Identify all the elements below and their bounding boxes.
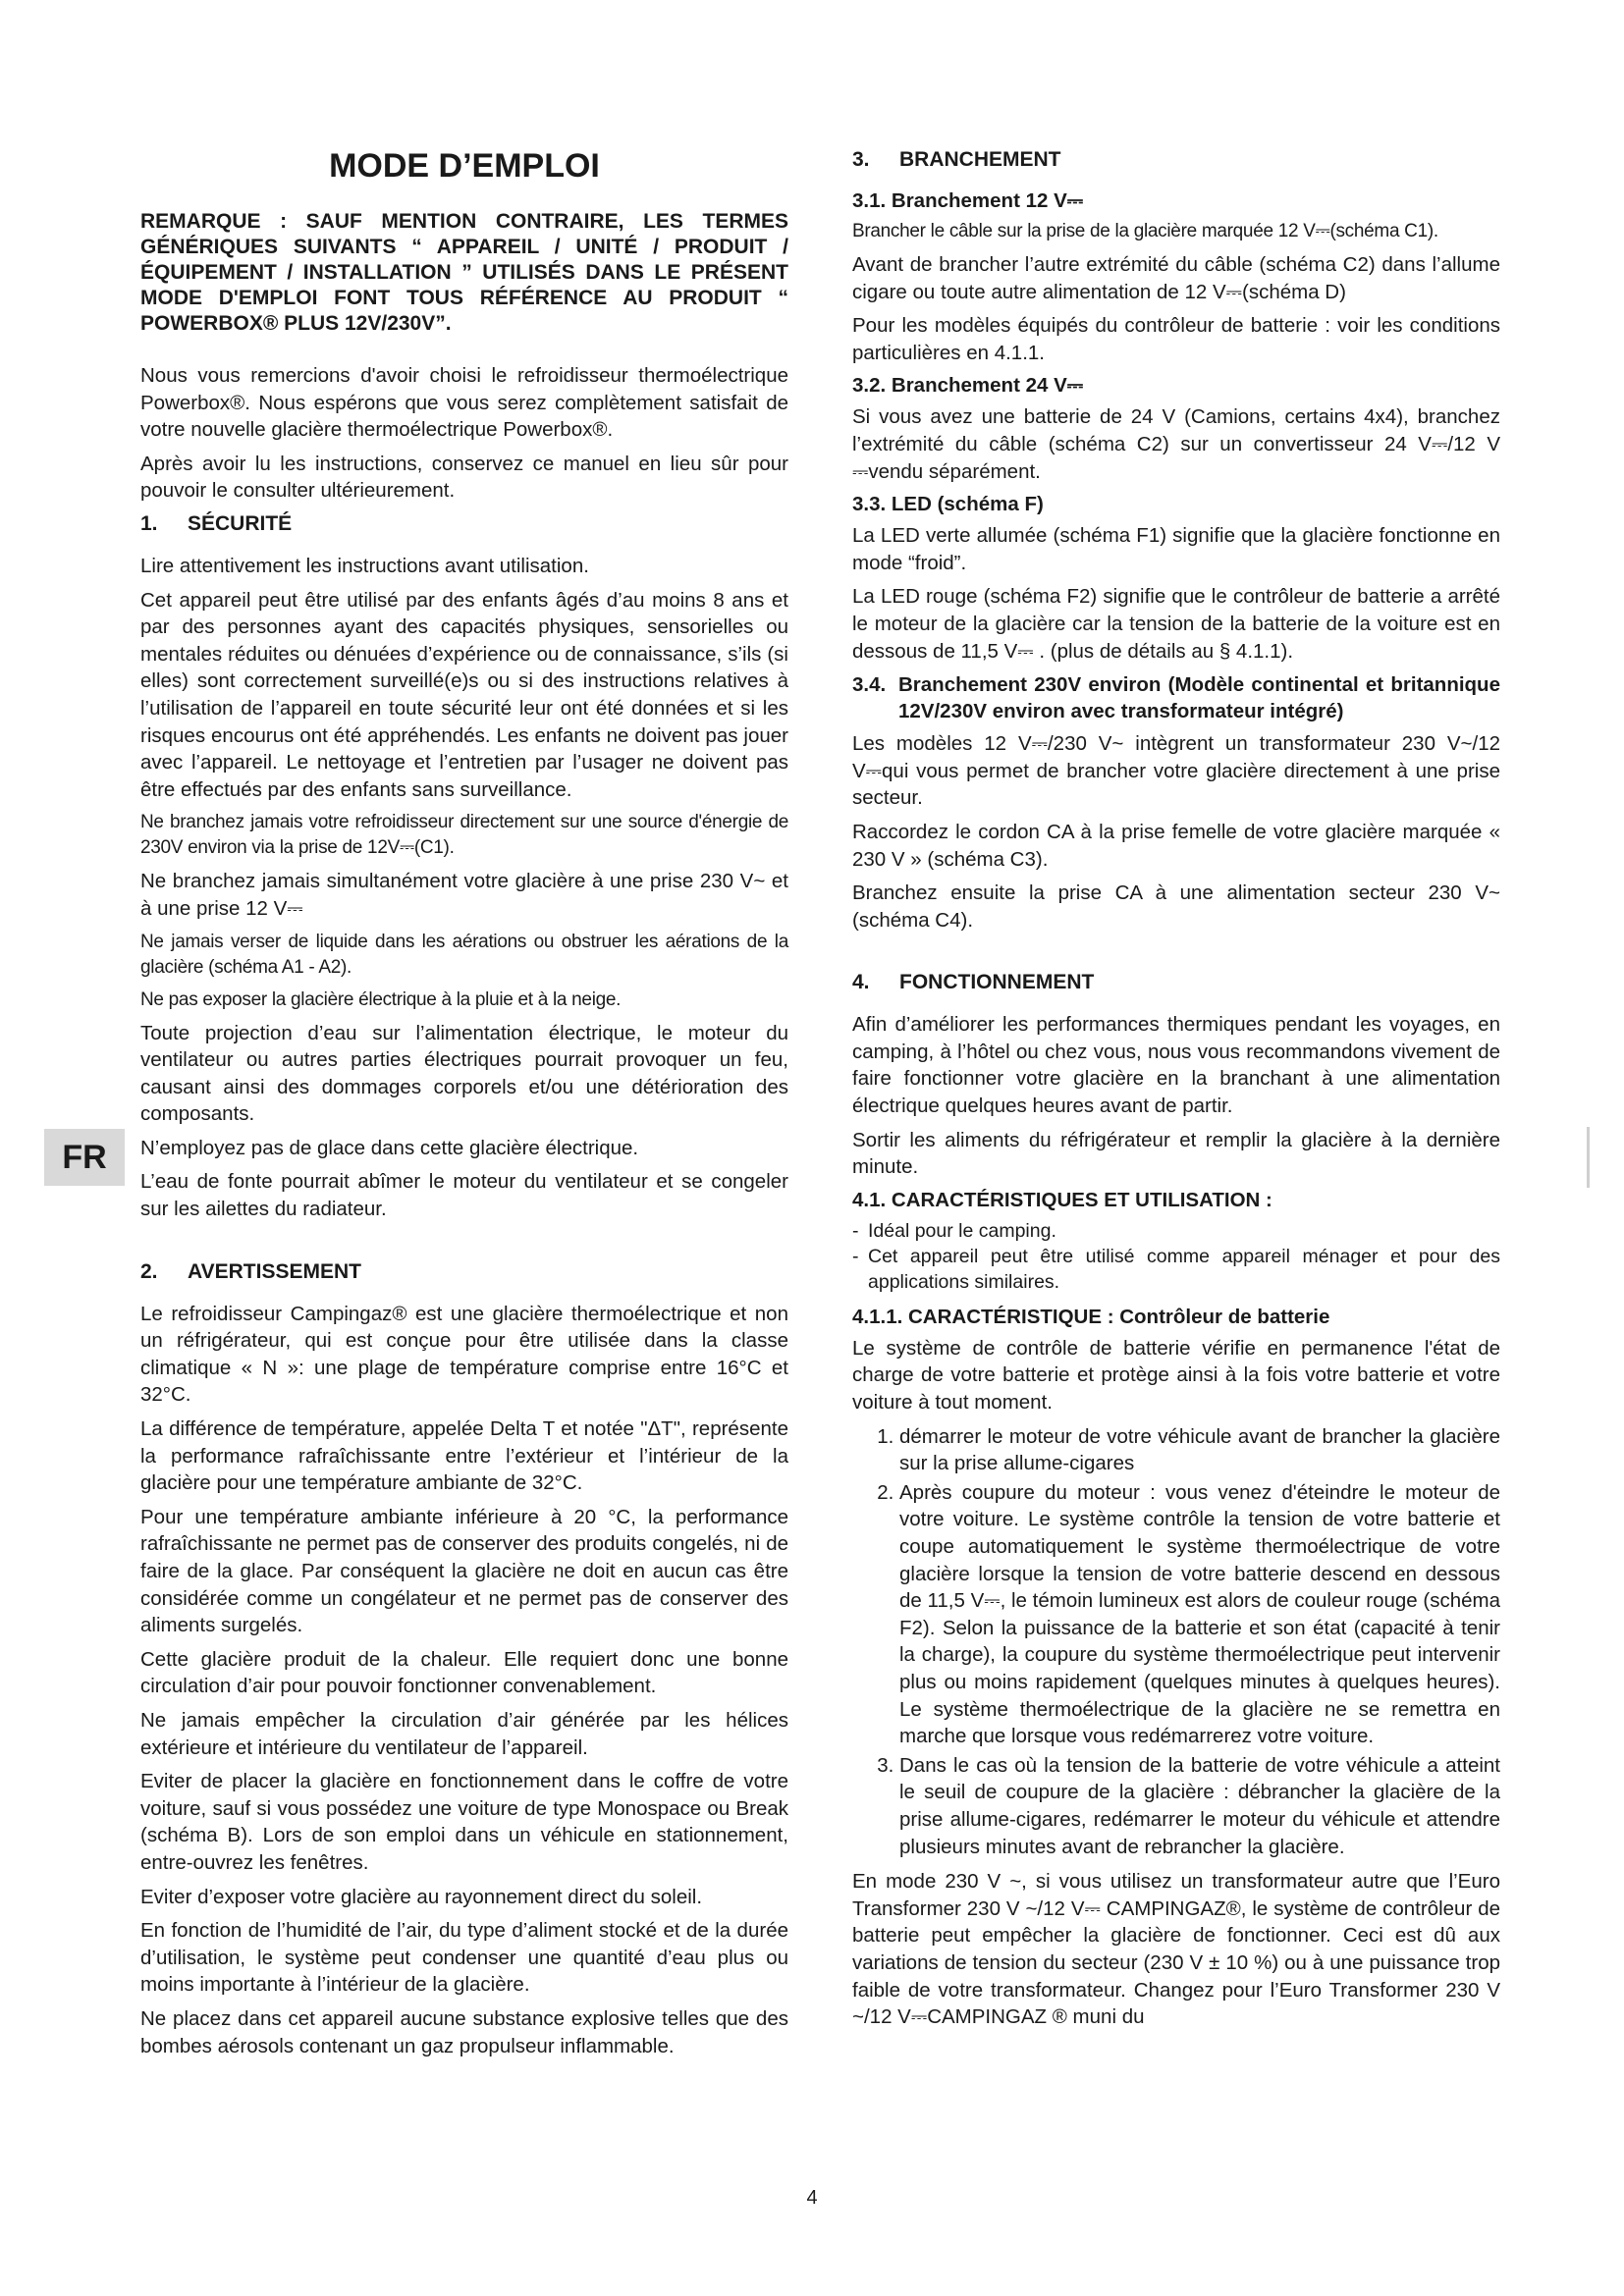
page-edge-mark [1587, 1127, 1590, 1188]
list-item: - Idéal pour le camping. [852, 1218, 1500, 1244]
paragraph: Les modèles 12 V⎓/230 V~ intègrent un transformateur 230 V~/12 V⎓qui vous permet de brancher votre glacière directement à une prise secteur. [852, 732, 1500, 810]
list-item: 1. démarrer le moteur de votre véhicule avant de brancher la glacière sur la prise allume-cigares [899, 1423, 1500, 1477]
paragraph: Branchez ensuite la prise CA à une alimentation secteur 230 V~ (schéma C4). [852, 881, 1500, 932]
subsection-heading: 4.1. CARACTÉRISTIQUES ET UTILISATION : [852, 1188, 1272, 1211]
subsection-title: Branchement 230V environ (Modèle continental et britannique 12V/230V environ avec transformateur intégré) [898, 673, 1500, 723]
paragraph: Cette glacière produit de la chaleur. Elle requiert donc une bonne circulation d’air pour pouvoir fonctionner convenablement. [140, 1647, 788, 1698]
paragraph: Ne jamais empêcher la circulation d’air générée par les hélices extérieure et intérieure du ventilateur de l’appareil. [140, 1708, 788, 1759]
intro-paragraph: Nous vous remercions d'avoir choisi le refroidisseur thermoélectrique Powerbox®. Nous espérons que vous serez complètement satisfait de votre nouvelle glacière thermoélectrique Powerbox®. [140, 364, 788, 442]
paragraph: Lire attentivement les instructions avant utilisation. [140, 554, 589, 577]
subsection-heading: 4.1.1. CARACTÉRISTIQUE : Contrôleur de batterie [852, 1305, 1330, 1328]
paragraph: La LED verte allumée (schéma F1) signifie que la glacière fonctionne en mode “froid”. [852, 524, 1500, 574]
page-title: MODE D’EMPLOI [329, 147, 600, 185]
paragraph: Eviter de placer la glacière en fonctionnement dans le coffre de votre voiture, sauf si vous possédez une voiture de type Monospace ou Break (schéma B). Lors de son emploi dans un véhicule en stationnement, entre-ouvrez les fenêtres. [140, 1770, 788, 1874]
paragraph: Pour les modèles équipés du contrôleur de batterie : voir les conditions particulières en 4.1.1. [852, 314, 1500, 364]
subsection-heading: 3.2. Branchement 24 V⎓ [852, 374, 1084, 398]
section-heading-fonctionnement [852, 970, 1500, 995]
paragraph: Si vous avez une batterie de 24 V (Camions, certains 4x4), branchez l’extrémité du câble (schéma C2) sur un convertisseur 24 V⎓/12 V ⎓vendu séparément. [852, 405, 1500, 483]
section-title: FONCTIONNEMENT [899, 971, 1095, 994]
section-number: 2. [140, 1259, 158, 1283]
paragraph: Le système de contrôle de batterie vérifie en permanence l'état de charge de votre batterie et protège ainsi à la fois votre batterie et votre voiture à tout moment. [852, 1336, 1500, 1415]
right-column [852, 147, 1500, 2038]
paragraph: Cet appareil peut être utilisé par des enfants âgés d’au moins 8 ans et par des personnes ayant des capacités physiques, sensorielles ou mentales réduites ou dénuées d’expérience ou de connaissance, s’ils (si elles) sont correctement surveillé(e)s ou si des instructions relatives à l’utilisation de l’appareil en toute sécurité leur ont été données et si les risques encourus ont été appréhendés. Les enfants ne doivent pas jouer avec l’appareil. Le nettoyage et l’entretien par l’usager ne doivent pas être effectués par des enfants sans surveillance. [140, 588, 788, 801]
list-item: 3. Dans le cas où la tension de la batterie de votre véhicule a atteint le seuil de coupure de la glacière : débrancher la glacière de la prise allume-cigares, redémarrer le moteur du véhicule et attendre plusieurs minutes avant de rebrancher la glacière. [899, 1752, 1500, 1860]
paragraph: Ne placez dans cet appareil aucune substance explosive telles que des bombes aérosols contenant un gaz propulseur inflammable. [140, 2006, 788, 2057]
paragraph: En mode 230 V ~, si vous utilisez un transformateur autre que l’Euro Transformer 230 V ~/12 V⎓ CAMPINGAZ®, le système de contrôleur de batterie peut empêcher la glacière de fonctionner. Ceci est dû aux variations de tension du secteur (230 V ± 10 %) ou à une puissance trop faible de votre transformateur. Changez pour l’Euro Transformer 230 V ~/12 V⎓CAMPINGAZ ® muni du [852, 1870, 1500, 2029]
remark-note: REMARQUE : SAUF MENTION CONTRAIRE, LES TERMES GÉNÉRIQUES SUIVANTS “ APPAREIL / UNITÉ / PRODUIT / ÉQUIPEMENT / INSTALLATION ” UTILISÉS DANS LE PRÉSENT MODE D'EMPLOI FONT TOUS RÉFÉRENCE AU PRODUIT “ POWERBOX® PLUS 12V/230V”. [140, 210, 788, 335]
subsection-number: 3.4. [852, 673, 887, 697]
steps-list [852, 1423, 1500, 1861]
paragraph: Sortir les aliments du réfrigérateur et remplir la glacière à la dernière minute. [852, 1128, 1500, 1179]
section-number: 3. [852, 148, 870, 171]
section-number: 4. [852, 971, 870, 994]
paragraph: Ne jamais verser de liquide dans les aérations ou obstruer les aérations de la glacière (schéma A1 - A2). [140, 931, 788, 978]
section-heading-branchement [852, 147, 1500, 173]
list-item: - Cet appareil peut être utilisé comme appareil ménager et pour des applications similaires. [852, 1245, 1500, 1293]
list-item-text: Idéal pour le camping. [868, 1219, 1056, 1242]
language-tab: FR [44, 1129, 125, 1186]
section-heading-avertissement [140, 1259, 788, 1285]
paragraph: L’eau de fonte pourrait abîmer le moteur du ventilateur et se congeler sur les ailettes du radiateur. [140, 1170, 788, 1221]
paragraph: N’employez pas de glace dans cette glacière électrique. [140, 1136, 639, 1159]
paragraph: Ne branchez jamais votre refroidisseur directement sur une source d'énergie de 230V environ via la prise de 12V⎓(C1). [140, 812, 788, 859]
section-title: BRANCHEMENT [899, 148, 1061, 171]
page-number: 4 [806, 2187, 818, 2209]
paragraph: Avant de brancher l’autre extrémité du câble (schéma C2) dans l’allume cigare ou toute autre alimentation de 12 V⎓(schéma D) [852, 253, 1500, 303]
list-item-text: Cet appareil peut être utilisé comme appareil ménager et pour des applications similaires. [868, 1245, 1500, 1293]
section-number: 1. [140, 511, 158, 535]
paragraph: Toute projection d’eau sur l’alimentation électrique, le moteur du ventilateur ou autres parties électriques pourrait provoquer un feu, causant ainsi des dommages corporels et/ou une détérioration des composants. [140, 1021, 788, 1126]
section-title: SÉCURITÉ [188, 511, 293, 535]
paragraph: Le refroidisseur Campingaz® est une glacière thermoélectrique et non un réfrigérateur, qui est conçue pour être utilisée dans la classe climatique « N »: une plage de température comprise entre 16°C et 32°C. [140, 1302, 788, 1407]
paragraph: Ne branchez jamais simultanément votre glacière à une prise 230 V~ et à une prise 12 V⎓ [140, 870, 788, 920]
list-item: 2. Après coupure du moteur : vous venez d'éteindre le moteur de votre voiture. Le système contrôle la tension de votre batterie et coupe automatiquement le système thermoélectrique de votre glacière lorsque la tension de votre batterie descend en dessous de 11,5 V⎓, le témoin lumineux est alors de couleur rouge (schéma F2). Selon la puissance de la batterie et son état (capacité à tenir la charge), la coupure du système thermoélectrique peut intervenir plus ou moins rapidement (quelques minutes à quelques heures). Le système thermoélectrique de la glacière ne se remettra en marche que lorsque vous redémarrerez votre voiture. [899, 1479, 1500, 1750]
paragraph: La différence de température, appelée Delta T et notée "ΔT", représente la performance rafraîchissante entre l’extérieur et l’intérieur de la glacière pour une température ambiante de 32°C. [140, 1417, 788, 1495]
paragraph: La LED rouge (schéma F2) signifie que le contrôleur de batterie a arrêté le moteur de la glacière car la tension de la batterie de la voiture est en dessous de 11,5 V⎓ . (plus de détails au § 4.1.1). [852, 585, 1500, 663]
left-column [140, 147, 788, 2066]
paragraph: Afin d’améliorer les performances thermiques pendant les voyages, en camping, à l’hôtel ou chez vous, nous vous recommandons vivement de faire fonctionner votre glacière en la branchant à une alimentation électrique quelques heures avant de partir. [852, 1013, 1500, 1118]
paragraph: Brancher le câble sur la prise de la glacière marquée 12 V⎓(schéma C1). [852, 221, 1438, 241]
section-heading-securite [140, 511, 788, 537]
paragraph: Eviter d’exposer votre glacière au rayonnement direct du soleil. [140, 1885, 703, 1908]
paragraph: Raccordez le cordon CA à la prise femelle de votre glacière marquée « 230 V » (schéma C3). [852, 820, 1500, 871]
paragraph: En fonction de l’humidité de l’air, du type d’aliment stocké et de la durée d’utilisation, le système peut condenser une quantité d’eau plus ou moins importante à l’intérieur de la glacière. [140, 1919, 788, 1997]
subsection-heading: 3.3. LED (schéma F) [852, 493, 1044, 516]
paragraph: Pour une température ambiante inférieure à 20 °C, la performance rafraîchissante ne permet pas de conserver des produits congelés, ni de faire de la glace. Par conséquent la glacière ne doit en aucun cas être considérée comme un congélateur et ne permet pas de conserver des aliments surgelés. [140, 1505, 788, 1637]
intro-paragraph: Après avoir lu les instructions, conservez ce manuel en lieu sûr pour pouvoir le consulter ultérieurement. [140, 452, 788, 503]
subsection-heading: 3.1. Branchement 12 V⎓ [852, 189, 1084, 212]
paragraph: Ne pas exposer la glacière électrique à la pluie et à la neige. [140, 988, 622, 1010]
subsection-heading [852, 671, 1500, 724]
section-title: AVERTISSEMENT [188, 1259, 361, 1283]
